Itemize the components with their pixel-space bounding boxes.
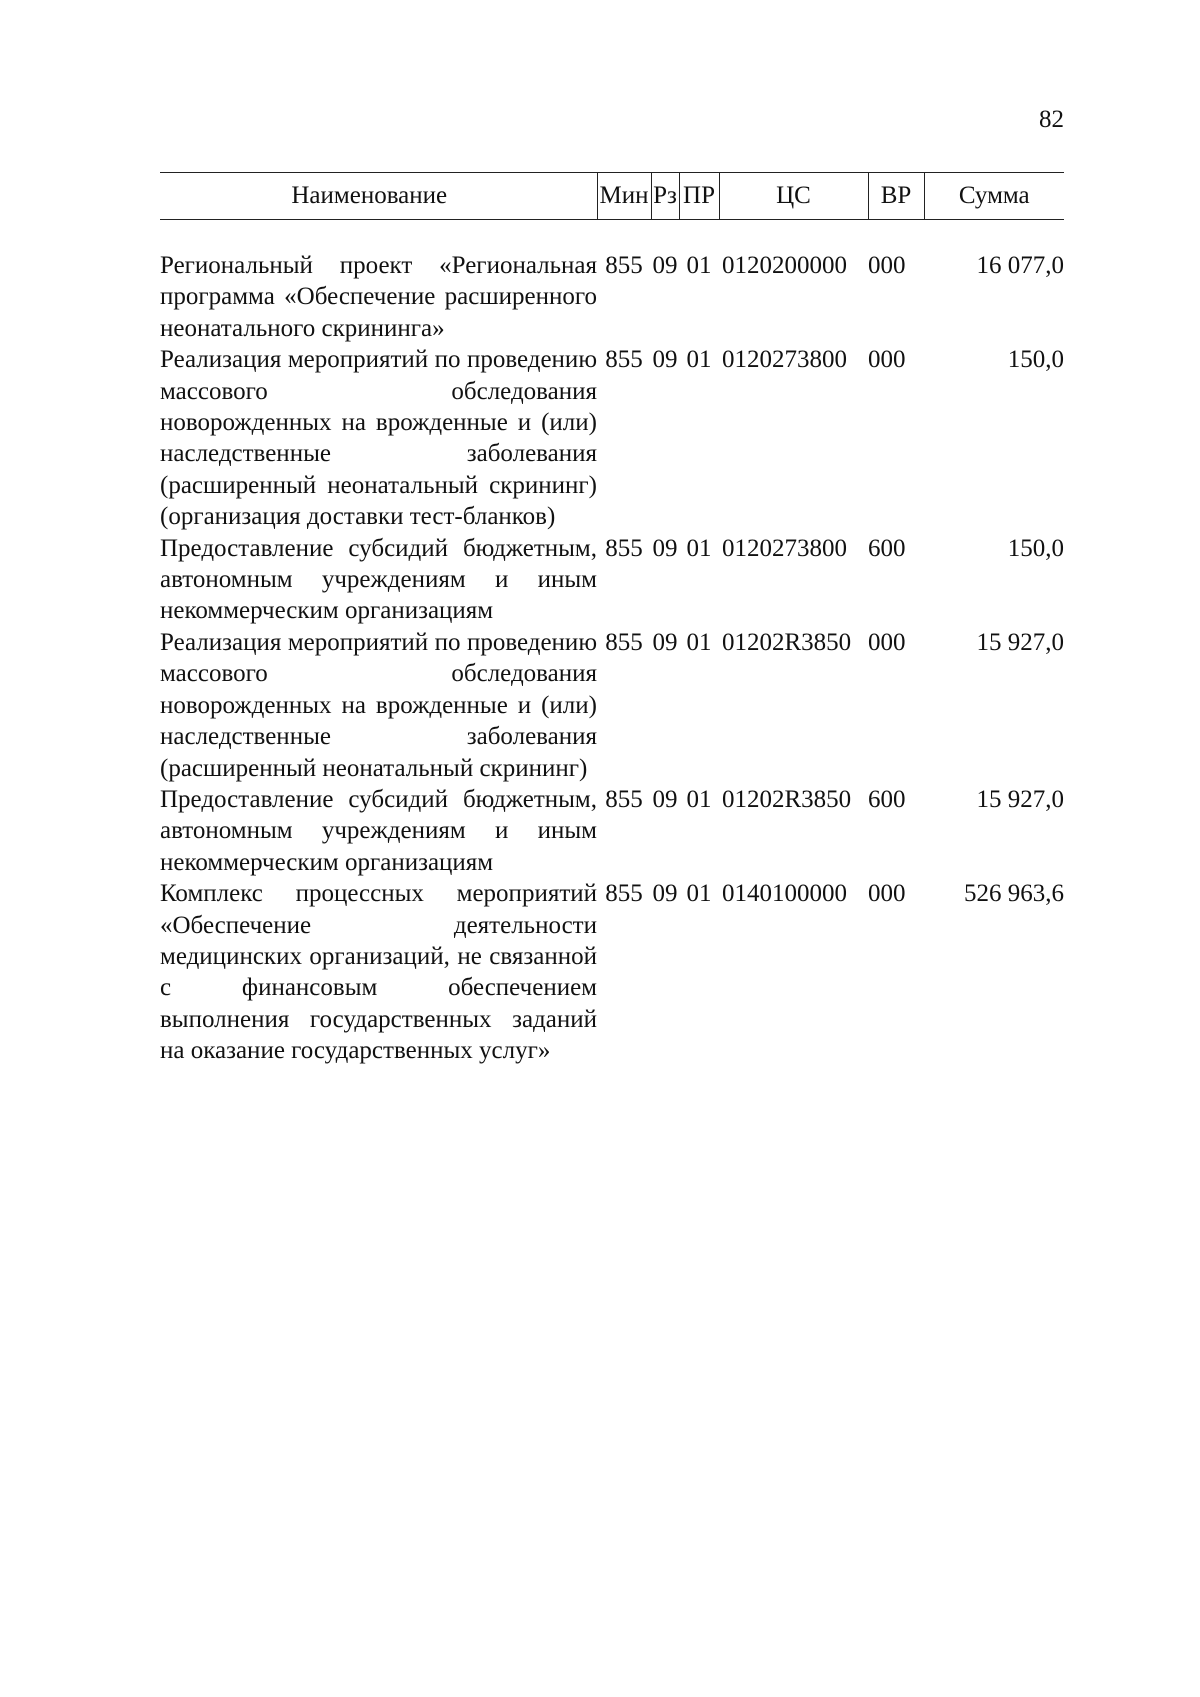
row-name: Региональный проект «Региональная программа «Обеспечение расширенного неонатального скрининга» (160, 252, 597, 342)
row-min: 855 (605, 880, 643, 908)
row-rz: 09 (652, 785, 678, 813)
row-sum: 150,0 (1007, 534, 1064, 562)
row-name: Комплекс процессных мероприятий «Обеспечение деятельности медицинских организаций, не связанной с финансовым обеспечением выполнения государственных заданий на оказание государственных услуг» (160, 880, 597, 1065)
header-pr: ПР (679, 173, 719, 220)
table-row (160, 533, 1064, 627)
row-rz: 09 (652, 534, 678, 562)
row-sum: 15 927,0 (976, 785, 1064, 813)
header-rz: Рз (651, 173, 679, 220)
table-row (160, 344, 1064, 532)
table-body (160, 220, 1064, 1067)
row-rz: 09 (652, 346, 678, 374)
table-row (160, 250, 1064, 344)
row-min: 855 (605, 628, 643, 656)
table-header (160, 173, 1064, 220)
row-cs: 01202R3850 (722, 628, 852, 656)
header-min: Мин (597, 173, 651, 220)
table-row (160, 878, 1064, 1066)
row-min: 855 (605, 534, 643, 562)
row-min: 855 (605, 252, 643, 279)
row-sum: 15 927,0 (976, 628, 1064, 656)
row-pr: 01 (686, 534, 712, 562)
row-name: Реализация мероприятий по проведению массового обследования новорожденных на врожденные и (или) наследственные заболевания (расширенный неонатальный скрининг) (организация доставки тест-бланков) (160, 346, 597, 531)
row-pr: 01 (686, 628, 712, 656)
row-cs: 0120273800 (722, 534, 847, 562)
row-vr: 000 (868, 880, 906, 908)
header-vr: ВР (868, 173, 924, 220)
row-vr: 600 (868, 785, 906, 813)
row-rz: 09 (652, 880, 678, 908)
row-sum: 16 077,0 (976, 252, 1064, 279)
row-cs: 0140100000 (722, 880, 847, 908)
header-sum: Сумма (924, 173, 1064, 220)
row-vr: 000 (868, 346, 906, 374)
row-name: Предоставление субсидий бюджетным, автономным учреждениям и иным некоммерческим организациям (160, 785, 597, 876)
header-cs: ЦС (719, 173, 868, 220)
row-cs: 0120200000 (722, 252, 847, 279)
row-vr: 000 (868, 628, 906, 656)
row-cs: 0120273800 (722, 346, 847, 374)
row-vr: 600 (868, 534, 906, 562)
row-pr: 01 (686, 252, 712, 279)
row-name: Предоставление субсидий бюджетным, автономным учреждениям и иным некоммерческим организациям (160, 534, 597, 625)
row-pr: 01 (686, 880, 712, 908)
row-vr: 000 (868, 252, 906, 279)
row-rz: 09 (652, 252, 678, 279)
row-min: 855 (605, 346, 643, 374)
row-pr: 01 (686, 346, 712, 374)
header-name: Наименование (160, 173, 597, 220)
row-pr: 01 (686, 785, 712, 813)
table-row (160, 627, 1064, 784)
row-name: Реализация мероприятий по проведению массового обследования новорожденных на врожденные и (или) наследственные заболевания (расширенный неонатальный скрининг) (160, 628, 597, 782)
table-row (160, 784, 1064, 878)
budget-table (160, 172, 1064, 1067)
row-min: 855 (605, 785, 643, 813)
page-number: 82 (1039, 106, 1064, 133)
row-rz: 09 (652, 628, 678, 656)
row-sum: 526 963,6 (964, 880, 1064, 908)
row-sum: 150,0 (1007, 346, 1064, 374)
row-cs: 01202R3850 (722, 785, 852, 813)
